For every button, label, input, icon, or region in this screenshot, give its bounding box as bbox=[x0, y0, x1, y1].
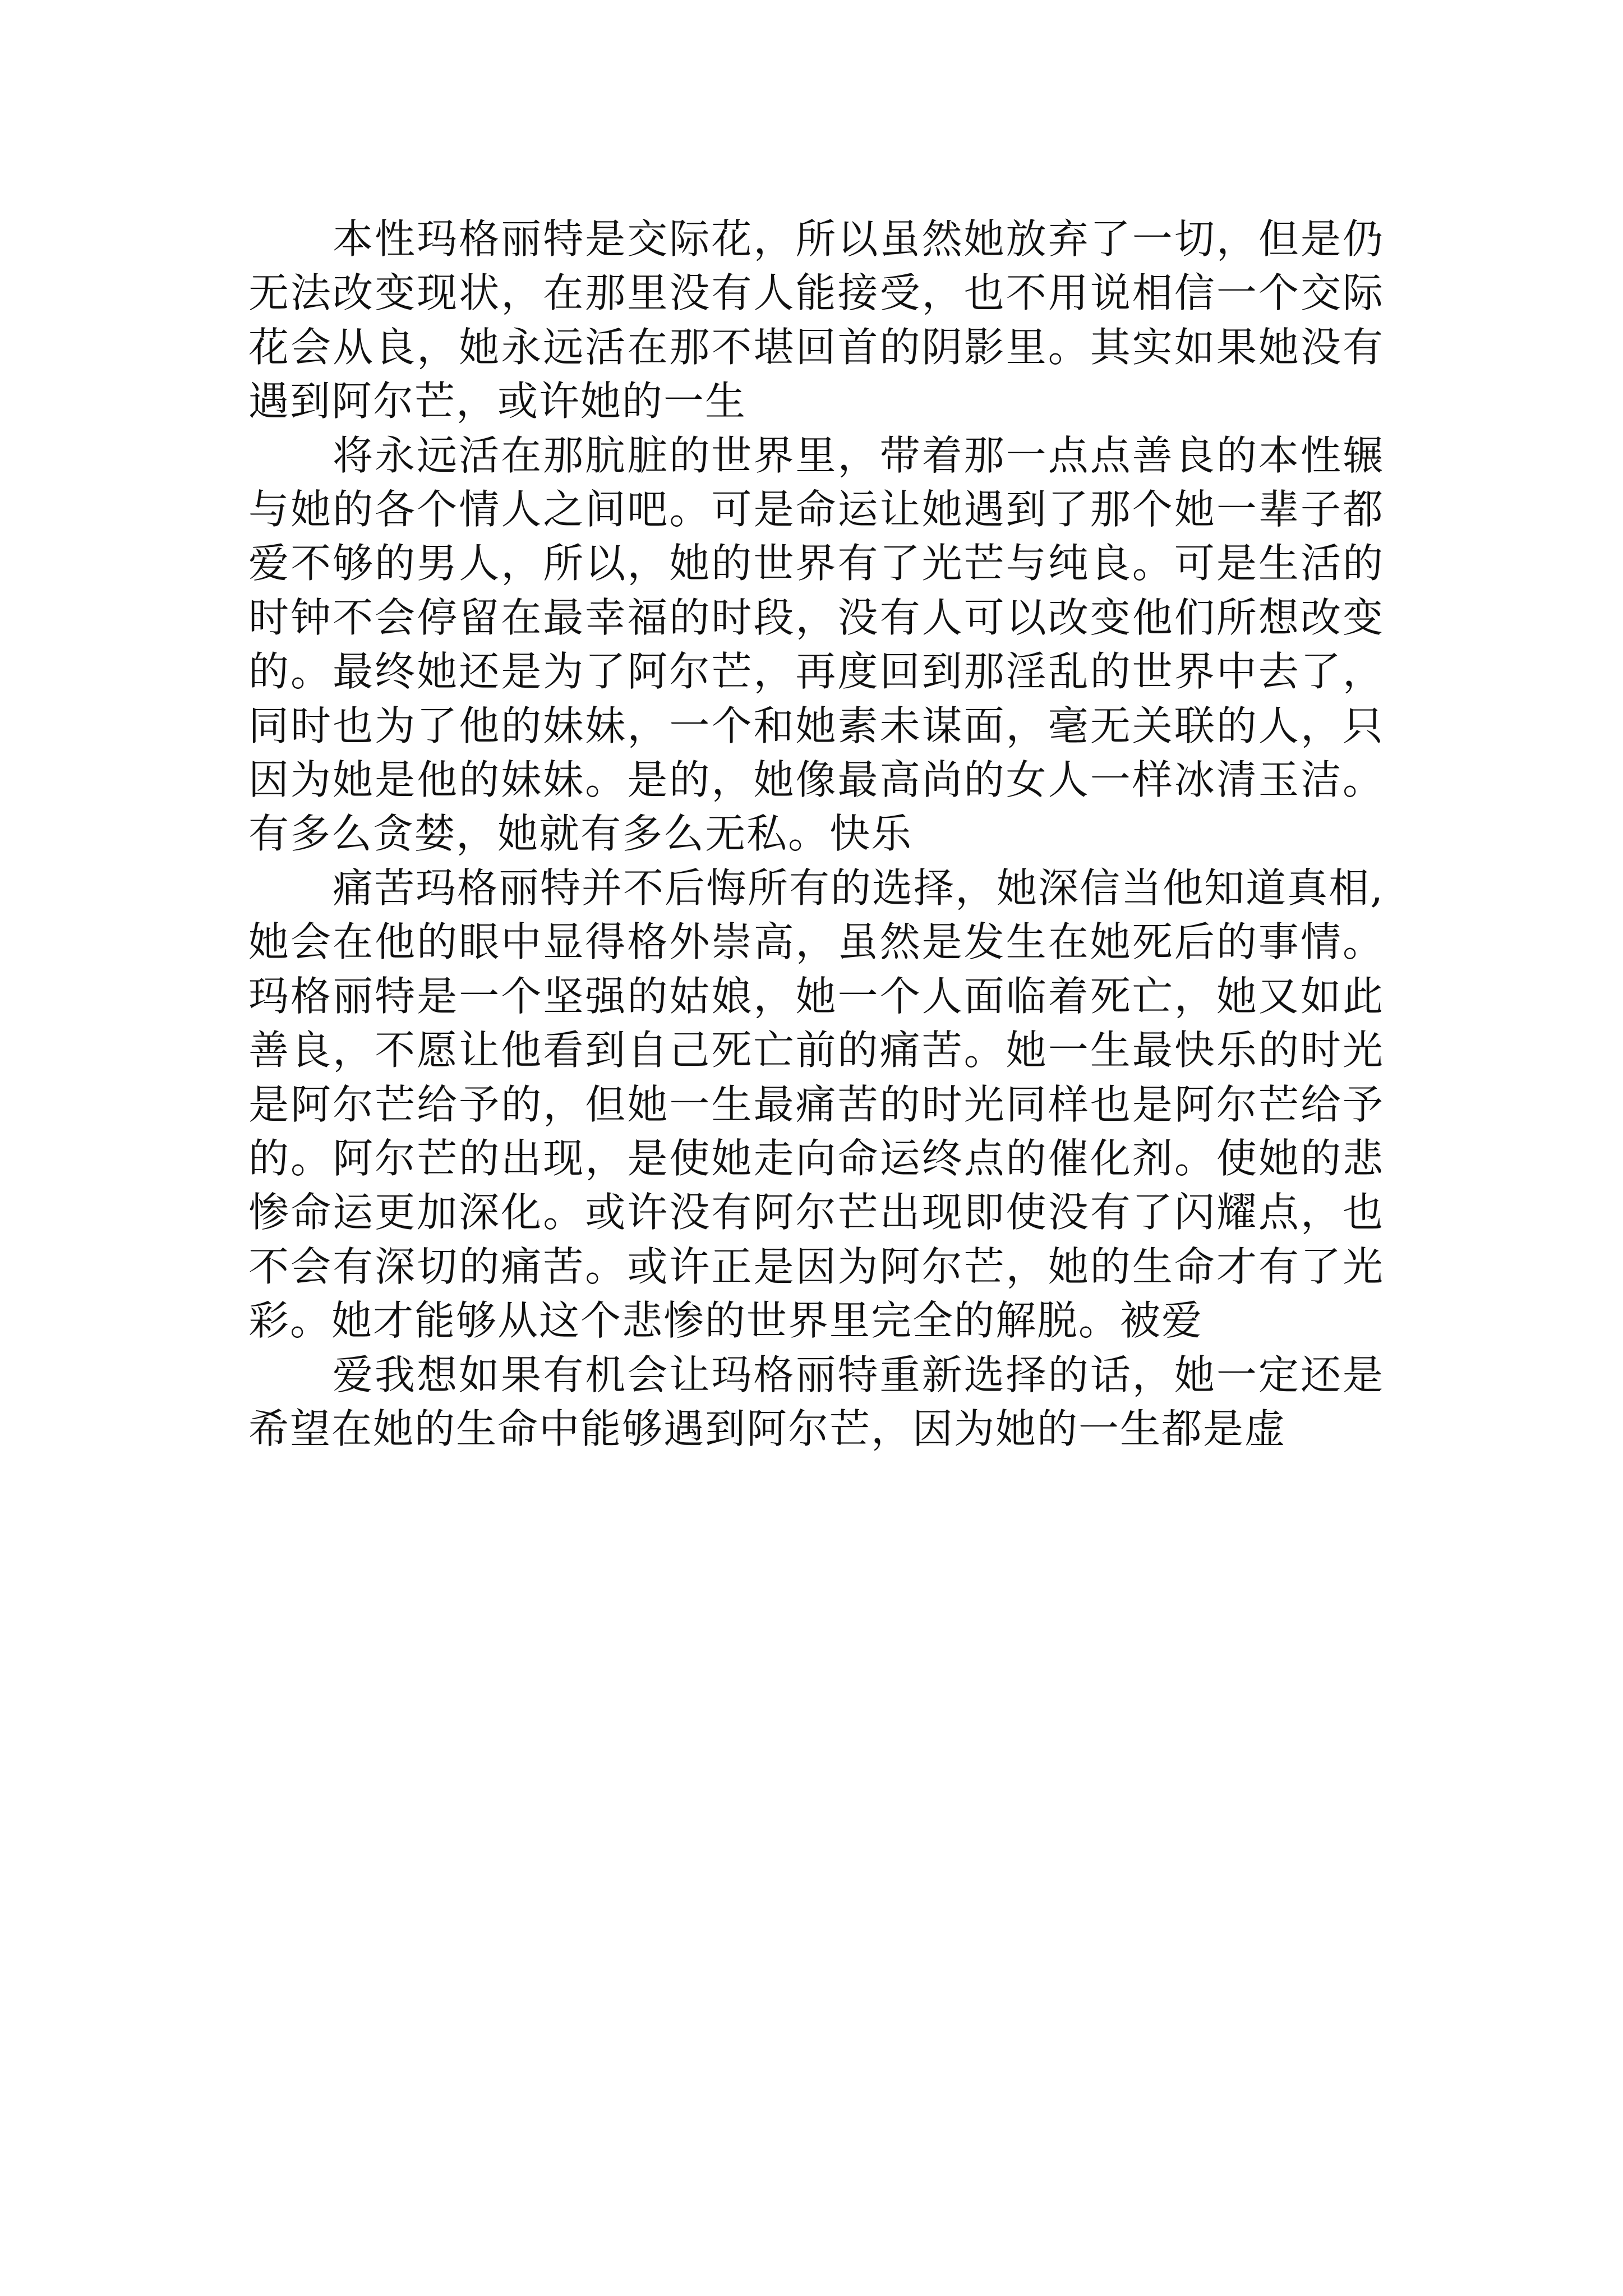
paragraph-1: 本性玛格丽特是交际花，所以虽然她放弃了一切，但是仍无法改变现状，在那里没有人能接受，也不用说相信一个交际花会从良，她永远活在那不堪回首的阴影里。其实如果她没有遇到阿尔芒，或许她的一生 bbox=[248, 215, 1384, 425]
paragraph-2: 将永远活在那肮脏的世界里，带着那一点点善良的本性辗与她的各个情人之间吧。可是命运让她遇到了那个她一辈子都爱不够的男人，所以，她的世界有了光芒与纯良。可是生活的时钟不会停留在最幸福的时段，没有人可以改变他们所想改变的。最终她还是为了阿尔芒，再度回到那淫乱的世界中去了，同时也为了他的妹妹，一个和她素未谋面，毫无关联的人，只因为她是他的妹妹。是的，她像最高尚的女人一样冰清玉洁。有多么贪婪，她就有多么无私。快乐 bbox=[248, 431, 1384, 858]
paragraph-4: 爱我想如果有机会让玛格丽特重新选择的话，她一定还是希望在她的生命中能够遇到阿尔芒，因为她的一生都是虚 bbox=[248, 1351, 1384, 1452]
body-text bbox=[248, 212, 1384, 1456]
paragraph-3: 痛苦玛格丽特并不后悔所有的选择，她深信当他知道真相,她会在他的眼中显得格外崇高，虽然是发生在她死后的事情。玛格丽特是一个坚强的姑娘，她一个人面临着死亡，她又如此善良，不愿让他看到自己死亡前的痛苦。她一生最快乐的时光是阿尔芒给予的，但她一生最痛苦的时光同样也是阿尔芒给予的。阿尔芒的出现，是使她走向命运终点的催化剂。使她的悲惨命运更加深化。或许没有阿尔芒出现即使没有了闪耀点，也不会有深切的痛苦。或许正是因为阿尔芒，她的生命才有了光彩。她才能够从这个悲惨的世界里完全的解脱。被爱 bbox=[248, 864, 1384, 1345]
